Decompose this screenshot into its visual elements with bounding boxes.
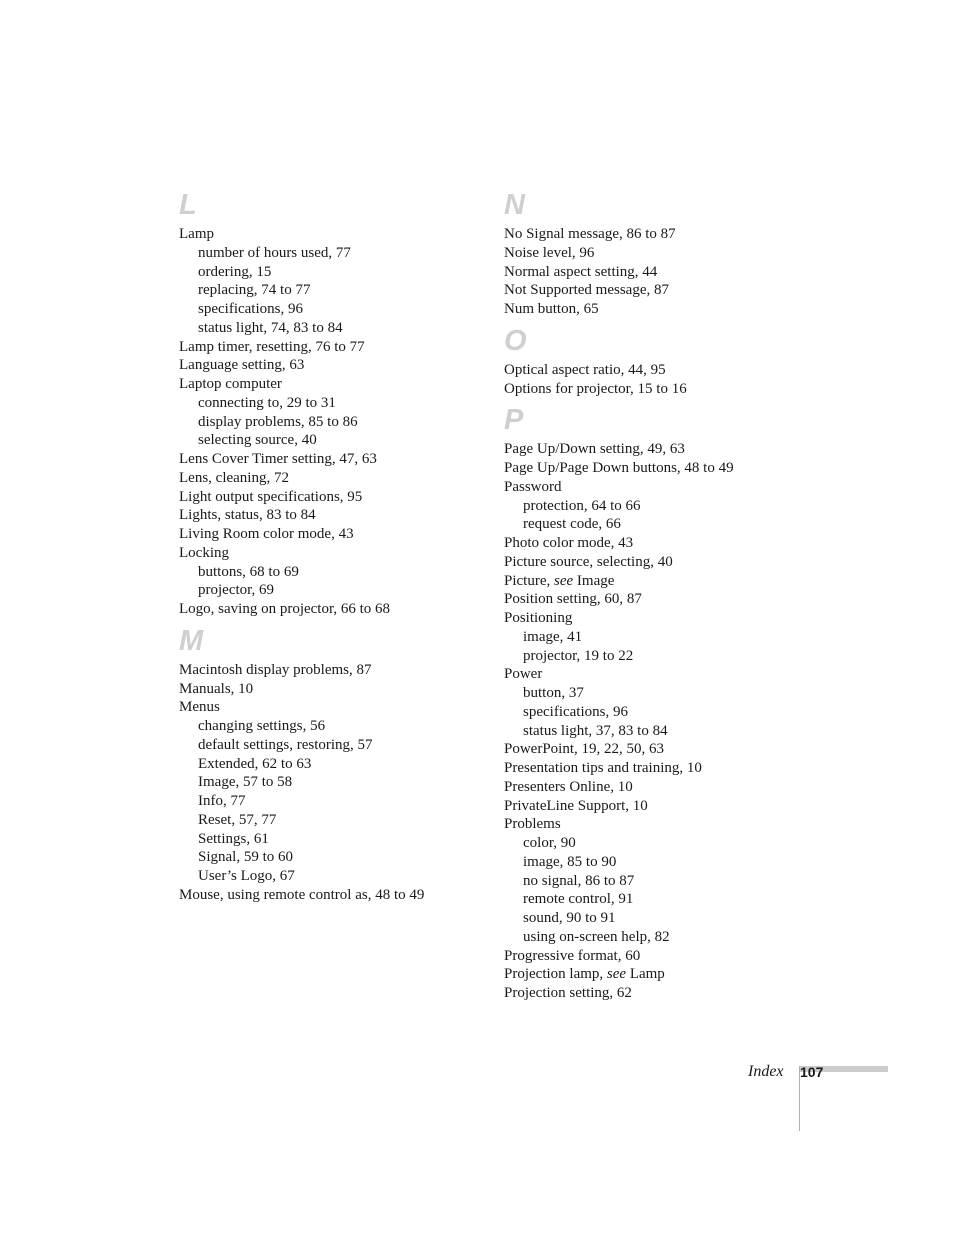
index-subentry: sound, 90 to 91 [523,910,616,926]
index-subentry: image, 85 to 90 [523,853,617,870]
index-subentry: replacing, 74 to 77 [198,282,311,299]
index-subentry: selecting source, 40 [198,432,317,449]
index-section-p [504,403,804,1003]
index-subentry: protection, 64 to 66 [523,497,641,514]
index-subentry: Image, 57 to 58 [198,774,293,791]
index-entry: Lens Cover Timer setting, 47, 63 [179,451,377,467]
index-entry: Lamp [179,226,214,242]
index-subentry: specifications, 96 [523,703,628,720]
index-section-m [179,624,479,905]
index-entry: Laptop computer [179,376,282,392]
index-column-left [179,188,479,905]
index-entry: Optical aspect ratio, 44, 95 [504,361,666,378]
index-entry: No Signal message, 86 to 87 [504,226,676,242]
entry-text: Projection lamp, [504,966,607,983]
index-column-right [504,188,804,1003]
page-number: 107 [800,1064,824,1080]
index-subentry: status light, 74, 83 to 84 [198,319,343,336]
index-subentry: changing settings, 56 [198,718,326,734]
footer-section-label: Index [748,1063,784,1080]
index-entry: Picture source, selecting, 40 [504,553,673,570]
index-section-l [179,188,479,619]
entry-target: Lamp [626,966,665,983]
index-subentry: display problems, 85 to 86 [198,413,358,430]
index-entry: Locking [179,544,229,561]
index-entry: Normal aspect setting, 44 [504,263,658,280]
index-entry [504,572,804,591]
index-entry: Position setting, 60, 87 [504,591,642,608]
index-entry: Lights, status, 83 to 84 [179,507,316,524]
index-entry: Password [504,478,562,495]
index-entry: PrivateLine Support, 10 [504,797,648,814]
see-reference: see [606,966,627,983]
index-entry: Not Supported message, 87 [504,282,669,299]
index-subentry: button, 37 [523,685,584,701]
index-subentry: default settings, restoring, 57 [198,736,373,753]
index-subentry: no signal, 86 to 87 [523,872,635,889]
index-subentry: projector, 69 [198,582,275,599]
index-subentry: remote control, 91 [523,891,634,908]
index-entry: Options for projector, 15 to 16 [504,380,687,397]
section-letter: N [504,189,525,221]
index-entry: Projection setting, 62 [504,985,632,1001]
index-subentry: Signal, 59 to 60 [198,849,294,866]
index-subentry: Extended, 62 to 63 [198,755,312,772]
index-subentry: connecting to, 29 to 31 [198,394,336,411]
index-entry [504,965,804,984]
index-entry: Lamp timer, resetting, 76 to 77 [179,338,365,355]
index-entry: Language setting, 63 [179,357,305,374]
index-entry: Positioning [504,610,573,626]
index-entry: Power [504,666,543,683]
index-entry: Page Up/Down setting, 49, 63 [504,441,685,458]
section-letter: M [179,624,204,657]
entry-target: Image [573,572,615,589]
index-entry: Living Room color mode, 43 [179,526,354,542]
index-subentry: Info, 77 [198,793,246,809]
section-letter: P [504,404,524,437]
index-entry: Lens, cleaning, 72 [179,469,289,486]
index-entry: Light output specifications, 95 [179,488,363,505]
index-subentry: User’s Logo, 67 [198,868,295,884]
index-subentry: ordering, 15 [198,263,272,280]
entry-text: Picture, [504,572,554,589]
index-subentry: request code, 66 [523,516,621,533]
index-entry: Photo color mode, 43 [504,535,634,551]
index-subentry: projector, 19 to 22 [523,647,634,664]
index-entry: Presentation tips and training, 10 [504,760,702,776]
index-entry: Problems [504,816,561,833]
section-letter: L [179,189,197,221]
index-subentry: specifications, 96 [198,301,303,317]
index-subentry: status light, 37, 83 to 84 [523,722,668,739]
index-entry: Manuals, 10 [179,680,254,697]
index-subentry: Settings, 61 [198,830,269,847]
index-section-n [504,188,804,319]
index-entry: Macintosh display problems, 87 [179,661,372,678]
index-subentry: Reset, 57, 77 [198,811,277,828]
index-entry: PowerPoint, 19, 22, 50, 63 [504,741,665,758]
index-subentry: number of hours used, 77 [198,244,351,261]
index-subentry: using on-screen help, 82 [523,928,670,945]
index-entry: Page Up/Page Down buttons, 48 to 49 [504,460,734,476]
section-letter: O [504,324,527,357]
index-subentry: color, 90 [523,835,576,851]
index-subentry: image, 41 [523,628,583,645]
index-entry: Logo, saving on projector, 66 to 68 [179,601,391,617]
see-reference: see [554,572,574,589]
index-entry: Menus [179,699,220,716]
index-entry: Mouse, using remote control as, 48 to 49 [179,886,425,903]
index-section-o [504,324,804,399]
index-entry: Progressive format, 60 [504,947,641,964]
index-subentry: buttons, 68 to 69 [198,563,299,580]
index-entry: Presenters Online, 10 [504,778,633,795]
index-entry: Num button, 65 [504,301,599,317]
index-entry: Noise level, 96 [504,244,595,261]
